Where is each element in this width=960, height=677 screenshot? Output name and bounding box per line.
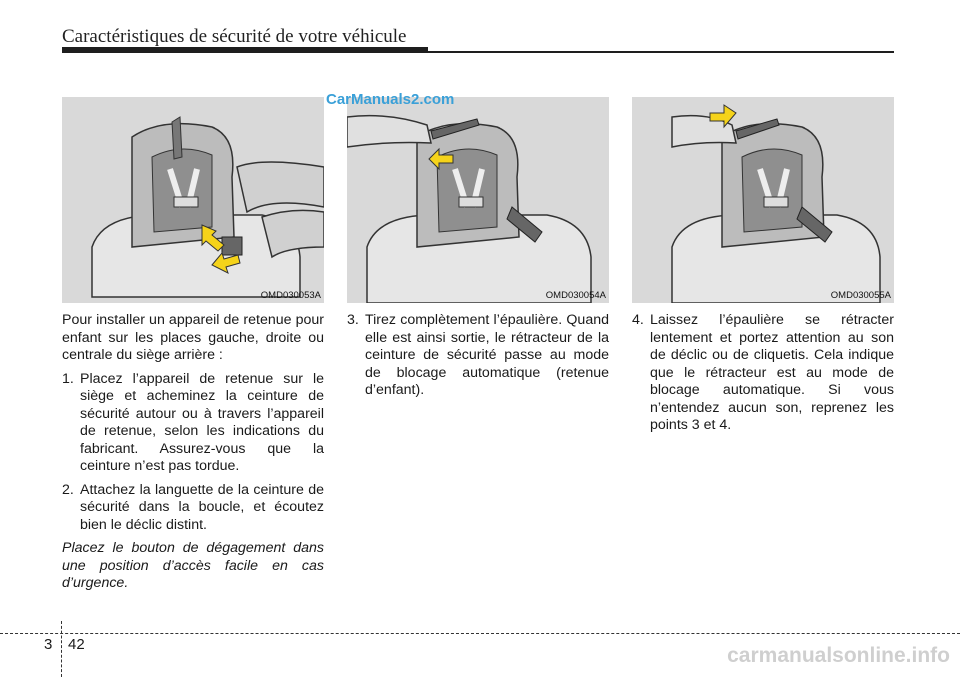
italic-note: Placez le bouton de dégagement dans une position d’accès facile en cas d’urgence. [62,540,324,591]
watermark-bottom[interactable]: carmanualsonline.info [727,644,950,667]
figure-pull-shoulder-belt [347,97,609,303]
text-column-2 [347,312,609,406]
step-number: 3. [347,312,359,328]
footer-rule [0,633,960,634]
step-2 [62,482,324,535]
child-seat-illustration [62,97,324,303]
page-number: 42 [68,636,85,653]
step-number: 2. [62,481,74,498]
watermark-top[interactable]: CarManuals2.com [326,91,455,108]
figure-install-seat [62,97,324,303]
footer-divider [61,621,62,677]
header-rule [428,51,894,53]
page-header-title: Caractéristiques de sécurité de votre véhicule [62,26,407,47]
step-text: Tirez complètement l’épaulière. Quand elle est ainsi sortie, le rétracteur de la ceinture de sécurité passe au mode de blocage automatique (retenue d’enfant). [365,312,609,398]
step-3 [347,312,609,400]
figure-retract-shoulder-belt [632,97,894,303]
child-seat-illustration [347,97,609,303]
figure-code: OMD030055A [830,290,891,301]
text-column-1 [62,312,324,593]
child-seat-illustration [632,97,894,303]
step-number: 4. [632,312,644,328]
figure-code: OMD030054A [545,290,606,301]
step-text: Placez l’appareil de retenue sur le siège et acheminez la ceinture de sécurité autour ou à travers l’appareil de retenue, selon les indications du fabricant. Assurez-vous que la ceinture n’est pas tordue. [80,370,324,474]
step-number: 1. [62,370,74,387]
intro-paragraph: Pour installer un appareil de retenue pour enfant sur les places gauche, droite ou centrale du siège arrière : [62,312,324,363]
step-4 [632,312,894,435]
step-text: Attachez la languette de la ceinture de sécurité dans la boucle, et écoutez bien le déclic distint. [80,481,324,533]
header-bar [62,47,428,53]
step-1 [62,371,324,476]
step-text: Laissez l’épaulière se rétracter lentement et portez attention au son de déclic ou de cliquetis. Cela indique que le rétracteur est au mode de blocage automatique. Si vous n’entendez aucun son, reprenez les points 3 et 4. [650,312,894,433]
chapter-number: 3 [44,636,53,653]
figure-code: OMD030053A [260,290,321,301]
text-column-3 [632,312,894,441]
